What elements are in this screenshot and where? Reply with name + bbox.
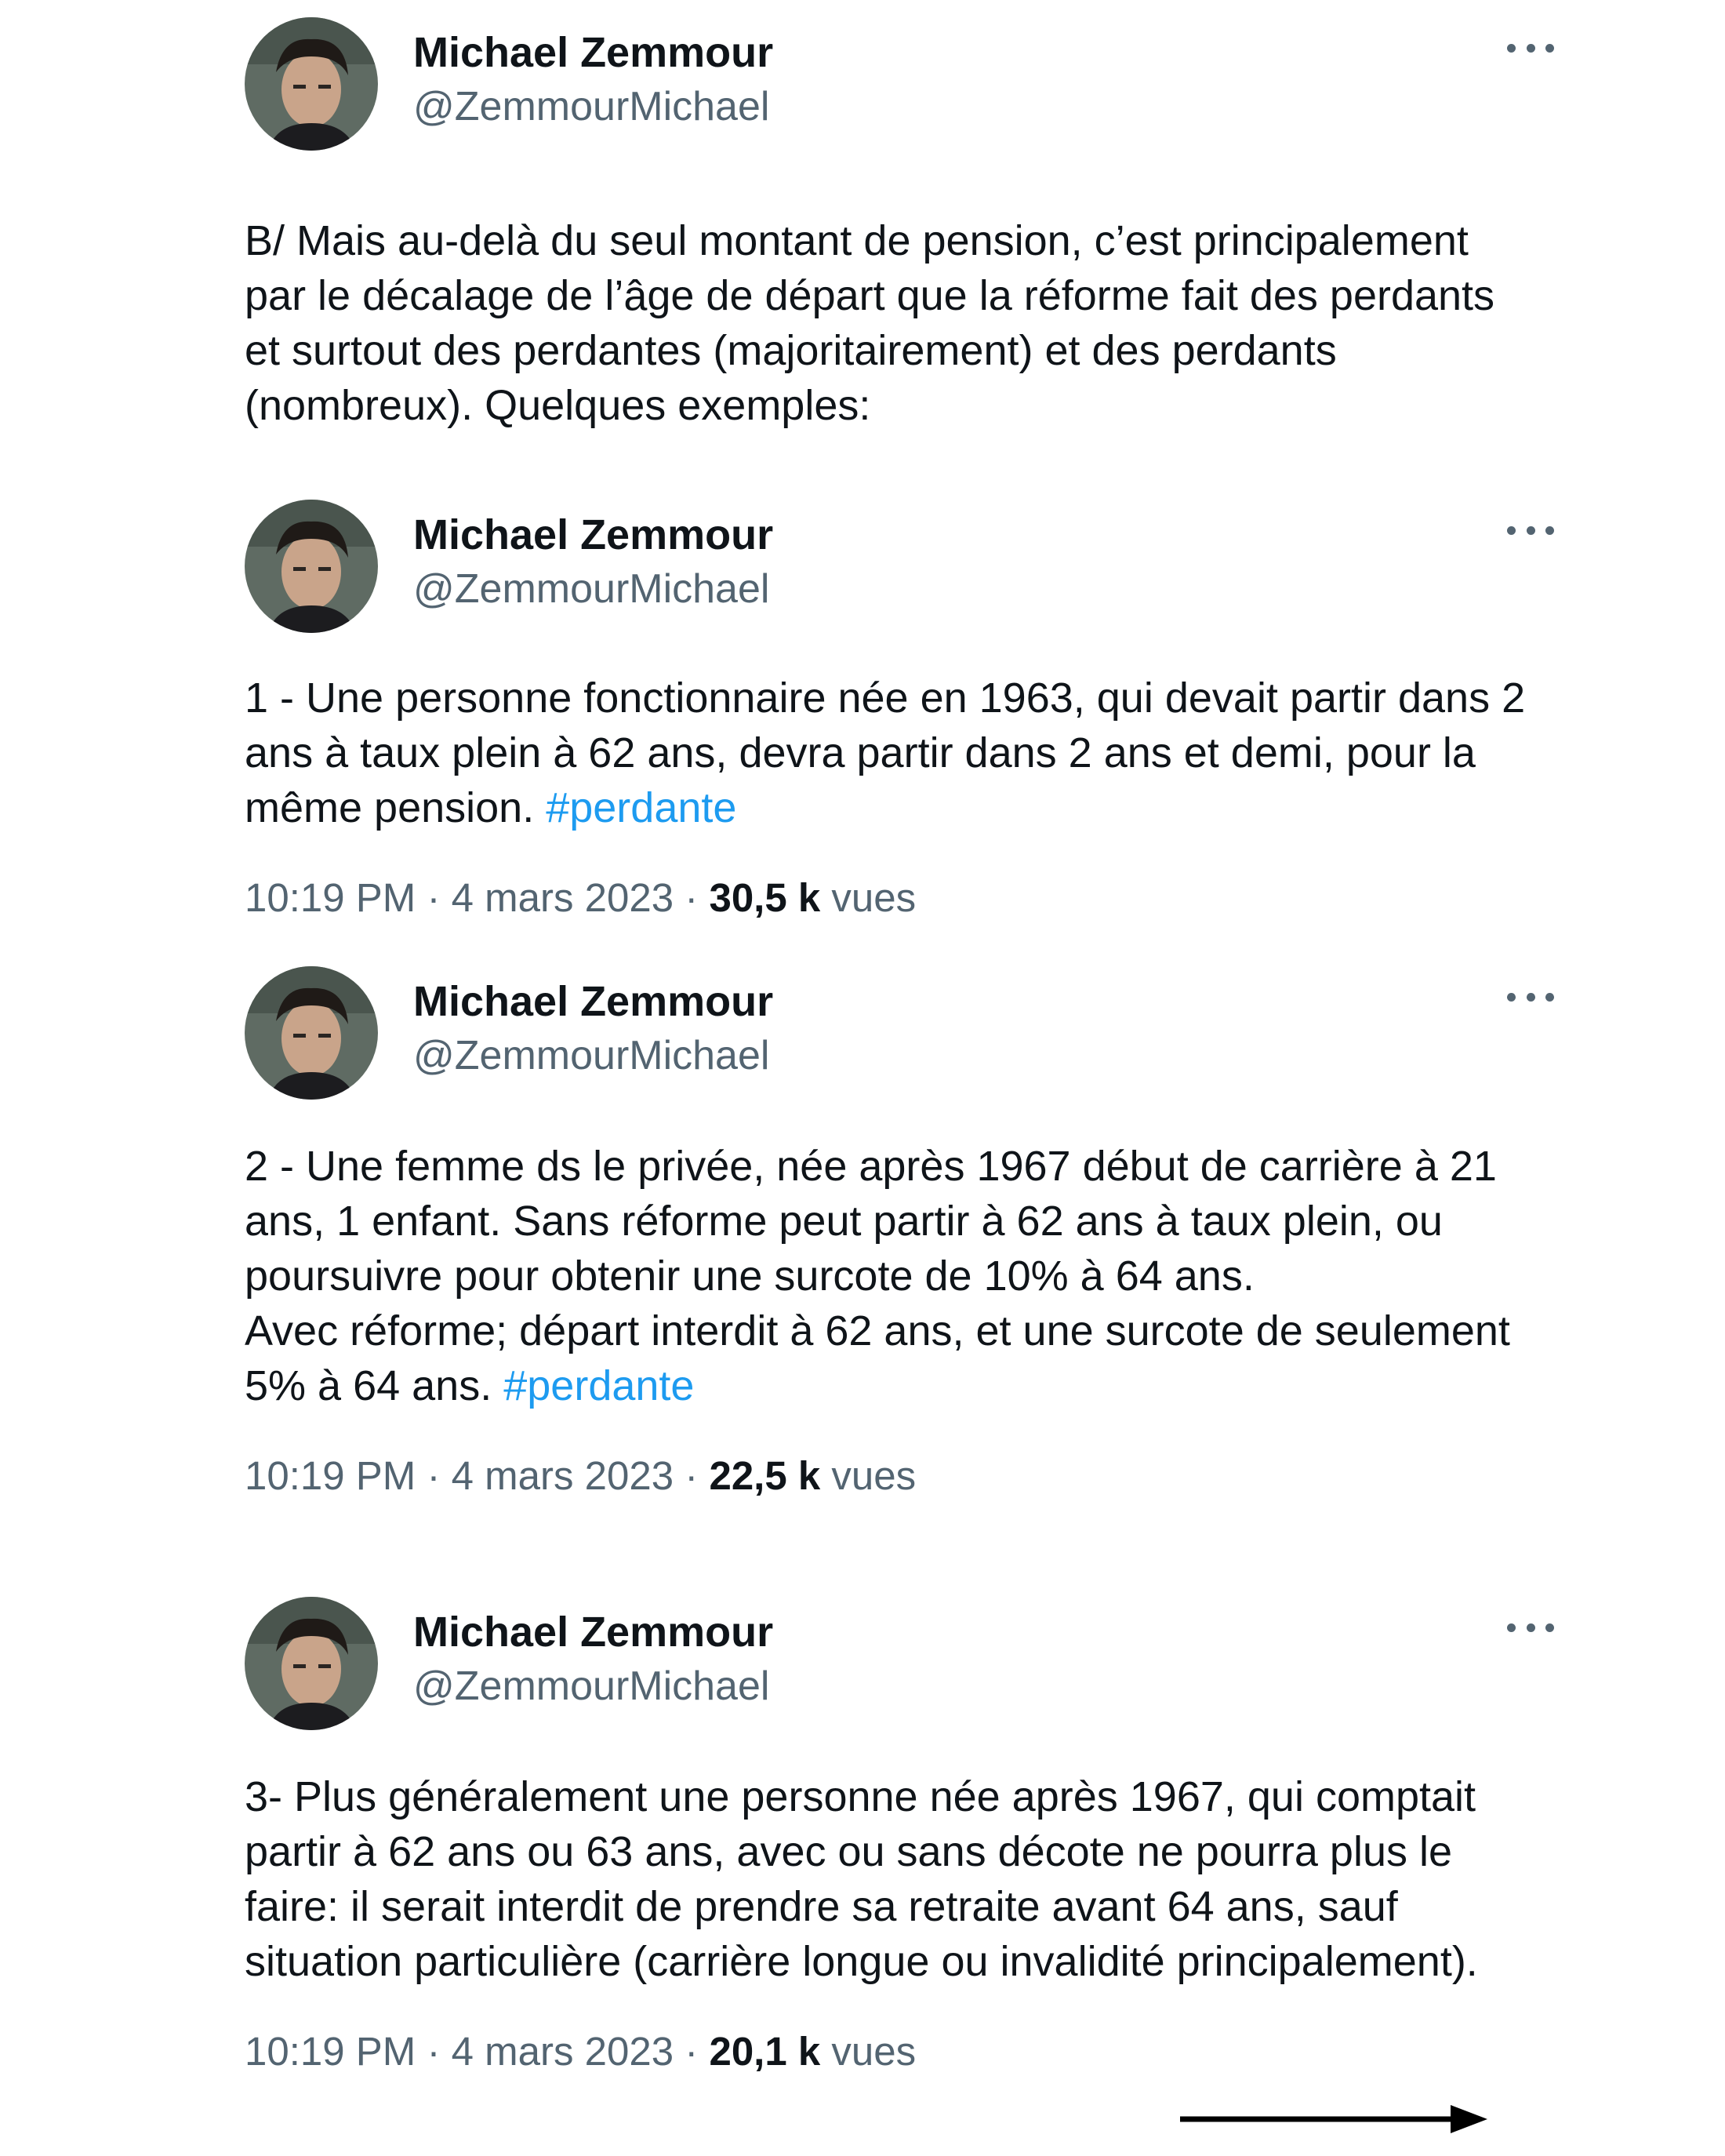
tweet-meta xyxy=(245,874,1538,921)
author-name[interactable]: Michael Zemmour xyxy=(413,1609,774,1656)
tweet-body: 3- Plus généralement une personne née après 1967, qui comptait partir à 62 ans ou 63 ans, avec ou sans décote ne pourra plus le faire: il serait interdit de prendre sa retraite avant 64 ans, sauf situation particulière (carrière longue ou invalidité principalement). xyxy=(245,1773,1488,1985)
tweet-time[interactable]: 10:19 PM xyxy=(245,1453,416,1498)
avatar-image xyxy=(245,966,378,1100)
tweet-text xyxy=(245,213,1538,433)
meta-separator: · xyxy=(674,875,710,920)
more-options-icon[interactable] xyxy=(1507,1616,1554,1639)
tweet-header xyxy=(245,966,1538,1100)
views-label: vues xyxy=(831,1453,917,1498)
tweet-header xyxy=(245,17,1538,151)
hashtag-link[interactable]: #perdante xyxy=(503,1362,695,1409)
arrow-right-icon xyxy=(1180,2103,1487,2135)
tweet-body: 2 - Une femme ds le privée, née après 1967 début de carrière à 21 ans, 1 enfant. Sans réforme peut partir à 62 ans à taux plein, ou poursuivre pour obtenir une surcote de 10% à 64 ans. Avec réforme; départ interdit à 62 ans, et une surcote de seulement 5% à 64 ans. xyxy=(245,1143,1510,1409)
author-handle[interactable]: @ZemmourMichael xyxy=(413,566,770,612)
tweet-body: B/ Mais au-delà du seul montant de pension, c’est principalement par le décalage de l’âge de départ que la réforme fait des perdants et surtout des perdantes (majoritairement) et des perdants (nombreux). Quelques exemples: xyxy=(245,217,1507,429)
meta-separator: · xyxy=(416,875,452,920)
more-options-icon[interactable] xyxy=(1507,985,1554,1009)
tweet-header xyxy=(245,1597,1538,1730)
views-label: vues xyxy=(831,2029,917,2074)
avatar[interactable] xyxy=(245,500,378,633)
hashtag-link[interactable]: #perdante xyxy=(546,784,737,831)
tweet-text xyxy=(245,671,1538,835)
more-options-icon[interactable] xyxy=(1507,36,1554,60)
author-name[interactable]: Michael Zemmour xyxy=(413,511,774,558)
more-options-icon[interactable] xyxy=(1507,518,1554,542)
avatar[interactable] xyxy=(245,17,378,151)
tweet-time[interactable]: 10:19 PM xyxy=(245,2029,416,2074)
tweet-time[interactable]: 10:19 PM xyxy=(245,875,416,920)
tweet-date[interactable]: 4 mars 2023 xyxy=(451,2029,674,2074)
tweet-meta xyxy=(245,2028,1538,2074)
tweet-text xyxy=(245,1139,1538,1413)
tweet-header xyxy=(245,500,1538,633)
meta-separator: · xyxy=(416,2029,452,2074)
avatar[interactable] xyxy=(245,1597,378,1730)
avatar-image xyxy=(245,1597,378,1730)
tweet-body: 1 - Une personne fonctionnaire née en 1963, qui devait partir dans 2 ans à taux plein à 62 ans, devra partir dans 2 ans et demi, pour la même pension. xyxy=(245,674,1538,831)
avatar-image xyxy=(245,500,378,633)
tweet-meta xyxy=(245,1452,1538,1499)
author-name[interactable]: Michael Zemmour xyxy=(413,978,774,1025)
views-count: 20,1 k xyxy=(709,2029,821,2074)
author-handle[interactable]: @ZemmourMichael xyxy=(413,1663,770,1709)
author-handle[interactable]: @ZemmourMichael xyxy=(413,84,770,129)
avatar[interactable] xyxy=(245,966,378,1100)
views-count: 30,5 k xyxy=(709,875,821,920)
tweet-date[interactable]: 4 mars 2023 xyxy=(451,875,674,920)
author-handle[interactable]: @ZemmourMichael xyxy=(413,1033,770,1078)
tweet xyxy=(245,17,1538,433)
author-name[interactable]: Michael Zemmour xyxy=(413,29,774,76)
avatar-image xyxy=(245,17,378,151)
tweet xyxy=(245,966,1538,1499)
tweet-date[interactable]: 4 mars 2023 xyxy=(451,1453,674,1498)
views-label: vues xyxy=(831,875,917,920)
meta-separator: · xyxy=(674,1453,710,1498)
views-count: 22,5 k xyxy=(709,1453,821,1498)
meta-separator: · xyxy=(674,2029,710,2074)
tweet xyxy=(245,500,1538,921)
meta-separator: · xyxy=(416,1453,452,1498)
tweet-text xyxy=(245,1769,1538,1989)
tweet xyxy=(245,1597,1538,2074)
